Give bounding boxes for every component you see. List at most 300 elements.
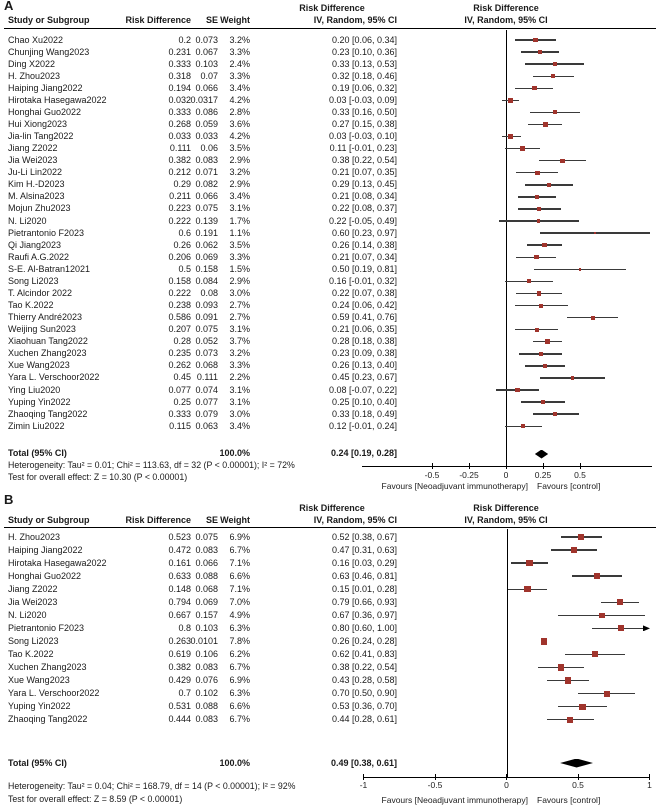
weight-value: 3.1% <box>229 397 250 407</box>
study-name: Zhaoqing Tang2022 <box>8 714 88 724</box>
study-name: Jiang Z2022 <box>8 143 58 153</box>
plot-header-method: IV, Random, 95% CI <box>464 15 548 25</box>
ci-text: 0.45 [0.23, 0.67] <box>331 372 397 382</box>
rd-value: 0.333 <box>168 107 191 117</box>
point-estimate-marker <box>599 613 604 618</box>
overall-effect-line: Test for overall effect: Z = 8.59 (P < 0.00001) <box>8 794 183 804</box>
rd-value: 0.8 <box>178 623 191 633</box>
weight-value: 3.2% <box>229 167 250 177</box>
rd-value: 0.033 <box>168 131 191 141</box>
ci-text: 0.15 [0.01, 0.28] <box>331 584 397 594</box>
ci-text: 0.24 [0.06, 0.42] <box>331 300 397 310</box>
weight-value: 7.1% <box>229 558 250 568</box>
weight-value: 2.4% <box>229 59 250 69</box>
point-estimate-marker <box>578 534 584 540</box>
ci-column-group-header: Risk Difference <box>299 503 365 513</box>
study-name: Ju-Li Lin2022 <box>8 167 63 177</box>
rd-value: 0.268 <box>168 119 191 129</box>
total-label: Total (95% CI) <box>8 448 67 458</box>
rd-value: 0.262 <box>168 360 191 370</box>
col-header-weight: Weight <box>220 15 250 25</box>
study-name: Raufi A.G.2022 <box>8 252 70 262</box>
total-ci-text: 0.24 [0.19, 0.28] <box>330 448 397 458</box>
se-value: 0.068 <box>195 584 218 594</box>
se-value: 0.088 <box>195 571 218 581</box>
rd-value: 0.333 <box>168 409 191 419</box>
weight-value: 3.2% <box>229 348 250 358</box>
ci-text: 0.12 [-0.01, 0.24] <box>328 421 397 431</box>
ci-text: 0.11 [-0.01, 0.23] <box>329 143 397 153</box>
rd-value: 0.077 <box>168 385 191 395</box>
study-name: Hirotaka Hasegawa2022 <box>8 558 107 568</box>
total-weight: 100.0% <box>219 758 250 768</box>
rd-value: 0.444 <box>168 714 191 724</box>
ci-text: 0.16 [-0.01, 0.32] <box>328 276 397 286</box>
point-estimate-marker <box>604 691 610 697</box>
ci-text: 0.60 [0.23, 0.97] <box>331 228 397 238</box>
se-value: 0.066 <box>195 558 218 568</box>
se-value: 0.103 <box>195 59 218 69</box>
study-name: Ying Liu2020 <box>8 385 61 395</box>
study-name: Haiping Jiang2022 <box>8 83 83 93</box>
study-name: Honghai Guo2022 <box>8 571 82 581</box>
rd-value: 0.231 <box>168 47 191 57</box>
se-value: 0.0317 <box>190 95 218 105</box>
axis-tick-label: 0 <box>503 470 509 480</box>
point-estimate-marker <box>618 625 624 631</box>
weight-value: 3.0% <box>229 409 250 419</box>
favours-left-label: Favours [Neoadjuvant immunotherapy] <box>381 481 528 491</box>
weight-value: 6.6% <box>229 701 250 711</box>
axis-tick-label: -1 <box>359 780 368 790</box>
study-name: Haiping Jiang2022 <box>8 545 83 555</box>
rd-value: 0.207 <box>168 324 191 334</box>
weight-value: 6.7% <box>229 545 250 555</box>
weight-value: 3.2% <box>229 35 250 45</box>
study-name: Jia Wei2023 <box>8 155 58 165</box>
ci-text: 0.44 [0.28, 0.61] <box>331 714 397 724</box>
se-value: 0.068 <box>195 360 218 370</box>
ci-text: 0.22 [0.08, 0.37] <box>331 203 397 213</box>
se-value: 0.069 <box>195 252 218 262</box>
se-value: 0.083 <box>195 662 218 672</box>
rd-value: 0.211 <box>169 191 191 201</box>
study-name: Yuping Yin2022 <box>8 701 71 711</box>
plot-header-method: IV, Random, 95% CI <box>464 515 548 525</box>
se-value: 0.052 <box>195 336 218 346</box>
study-name: Xue Wang2023 <box>8 360 70 370</box>
heterogeneity-line: Heterogeneity: Tau² = 0.04; Chi² = 168.79, df = 14 (P < 0.00001); I² = 92% <box>8 781 296 791</box>
col-header-weight: Weight <box>220 515 250 525</box>
study-name: M. Alsina2023 <box>8 191 65 201</box>
panel-label-a: A <box>4 0 14 13</box>
heterogeneity-line: Heterogeneity: Tau² = 0.01; Chi² = 113.63, df = 32 (P < 0.00001); I² = 72% <box>8 460 295 470</box>
point-estimate-marker <box>524 586 530 592</box>
ci-text: 0.38 [0.22, 0.54] <box>331 662 397 672</box>
se-value: 0.074 <box>195 385 218 395</box>
weight-value: 2.7% <box>229 300 250 310</box>
rd-value: 0.531 <box>168 701 191 711</box>
weight-value: 4.2% <box>229 95 250 105</box>
study-name: Yara L. Verschoor2022 <box>8 372 100 382</box>
rd-value: 0.2 <box>178 35 191 45</box>
point-estimate-marker <box>526 560 532 566</box>
axis-tick-label: 0.5 <box>574 470 586 480</box>
col-header-se: SE <box>205 515 218 525</box>
rd-value: 0.212 <box>168 167 191 177</box>
rd-value: 0.382 <box>168 662 191 672</box>
weight-value: 3.1% <box>229 385 250 395</box>
ci-text: 0.23 [0.10, 0.36] <box>331 47 397 57</box>
ci-text: 0.52 [0.38, 0.67] <box>331 532 397 542</box>
ci-text: 0.27 [0.15, 0.38] <box>331 119 397 129</box>
axis-tick-label: -0.5 <box>424 470 440 480</box>
study-name: Honghai Guo2022 <box>8 107 82 117</box>
weight-value: 3.1% <box>229 324 250 334</box>
study-name: Jiang Z2022 <box>8 584 58 594</box>
ci-text: 0.26 [0.24, 0.28] <box>331 636 397 646</box>
se-value: 0.111 <box>196 372 218 382</box>
total-ci-text: 0.49 [0.38, 0.61] <box>330 758 397 768</box>
ci-text: 0.33 [0.13, 0.53] <box>331 59 397 69</box>
weight-value: 3.4% <box>229 83 250 93</box>
rd-value: 0.263 <box>168 636 191 646</box>
point-estimate-marker <box>567 717 573 723</box>
study-name: H. Zhou2023 <box>8 532 61 542</box>
header-rule <box>4 527 656 528</box>
weight-value: 3.4% <box>229 191 250 201</box>
ci-text: 0.43 [0.28, 0.58] <box>331 675 397 685</box>
se-value: 0.067 <box>195 47 218 57</box>
study-name: Qi Jiang2023 <box>8 240 62 250</box>
se-value: 0.077 <box>195 397 218 407</box>
rd-value: 0.111 <box>169 143 191 153</box>
ci-text: 0.26 [0.14, 0.38] <box>331 240 397 250</box>
ci-text: 0.21 [0.08, 0.34] <box>331 191 397 201</box>
col-header-ci: IV, Random, 95% CI <box>313 515 397 525</box>
ci-text: 0.28 [0.18, 0.38] <box>331 336 397 346</box>
rd-value: 0.333 <box>168 59 191 69</box>
rd-value: 0.148 <box>168 584 191 594</box>
weight-value: 6.9% <box>229 532 250 542</box>
rd-value: 0.7 <box>178 688 191 698</box>
ci-text: 0.62 [0.41, 0.83] <box>331 649 397 659</box>
panel-label-b: B <box>4 492 14 507</box>
ci-text: 0.26 [0.13, 0.40] <box>331 360 397 370</box>
se-value: 0.091 <box>195 312 218 322</box>
total-weight: 100.0% <box>219 448 250 458</box>
ci-text: 0.03 [-0.03, 0.09] <box>328 95 397 105</box>
study-name: Hui Xiong2023 <box>8 119 68 129</box>
rd-value: 0.6 <box>178 228 191 238</box>
total-diamond <box>560 759 593 768</box>
ci-text: 0.70 [0.50, 0.90] <box>331 688 397 698</box>
study-name: Song Li2023 <box>8 276 59 286</box>
overall-effect-line: Test for overall effect: Z = 10.30 (P < 0.00001) <box>8 472 188 482</box>
weight-value: 2.8% <box>229 107 250 117</box>
weight-value: 1.7% <box>229 216 250 226</box>
col-header-se: SE <box>205 15 218 25</box>
study-name: H. Zhou2023 <box>8 71 61 81</box>
rd-value: 0.29 <box>173 179 191 189</box>
study-name: Kim H.-D2023 <box>8 179 65 189</box>
se-value: 0.06 <box>200 143 218 153</box>
axis-tick-label: 1 <box>647 780 652 790</box>
study-name: Xue Wang2023 <box>8 675 70 685</box>
se-value: 0.157 <box>195 610 218 620</box>
weight-value: 4.2% <box>229 131 250 141</box>
weight-value: 3.4% <box>229 421 250 431</box>
se-value: 0.082 <box>195 179 218 189</box>
study-name: Jia Wei2023 <box>8 597 58 607</box>
se-value: 0.083 <box>195 545 218 555</box>
rd-value: 0.382 <box>168 155 191 165</box>
zero-line <box>507 529 508 777</box>
study-name: Xuchen Zhang2023 <box>8 348 87 358</box>
weight-value: 3.7% <box>229 336 250 346</box>
se-value: 0.08 <box>200 288 218 298</box>
weight-value: 6.9% <box>229 675 250 685</box>
study-name: Pietrantonio F2023 <box>8 623 85 633</box>
point-estimate-marker <box>541 638 548 645</box>
study-name: Yuping Yin2022 <box>8 397 71 407</box>
weight-value: 6.7% <box>229 662 250 672</box>
point-estimate-marker <box>592 651 598 657</box>
ci-text: 0.80 [0.60, 1.00] <box>331 623 397 633</box>
se-value: 0.158 <box>195 264 218 274</box>
study-name: Zhaoqing Tang2022 <box>8 409 88 419</box>
rd-value: 0.429 <box>168 675 191 685</box>
study-name: Tao K.2022 <box>8 300 54 310</box>
se-value: 0.083 <box>195 714 218 724</box>
rd-value: 0.25 <box>173 397 191 407</box>
rd-value: 0.633 <box>168 571 191 581</box>
col-header-study: Study or Subgroup <box>8 515 90 525</box>
study-name: Jia-lin Tang2022 <box>8 131 74 141</box>
favours-left-label: Favours [Neoadjuvant immunotherapy] <box>381 795 528 805</box>
study-name: N. Li2020 <box>8 610 47 620</box>
se-value: 0.073 <box>195 35 218 45</box>
weight-value: 1.5% <box>229 264 250 274</box>
ci-text: 0.25 [0.10, 0.40] <box>331 397 397 407</box>
se-value: 0.086 <box>195 107 218 117</box>
rd-value: 0.158 <box>168 276 191 286</box>
rd-value: 0.238 <box>168 300 191 310</box>
rd-value: 0.5 <box>178 264 191 274</box>
point-estimate-marker <box>579 704 585 710</box>
rd-value: 0.161 <box>168 558 191 568</box>
weight-value: 4.9% <box>229 610 250 620</box>
weight-value: 2.9% <box>229 276 250 286</box>
weight-value: 3.5% <box>229 240 250 250</box>
weight-value: 2.9% <box>229 155 250 165</box>
axis-tick-label: -0.25 <box>459 470 479 480</box>
rd-value: 0.523 <box>168 532 191 542</box>
se-value: 0.075 <box>195 532 218 542</box>
se-value: 0.076 <box>195 675 218 685</box>
ci-text: 0.22 [0.07, 0.38] <box>331 288 397 298</box>
weight-value: 3.3% <box>229 252 250 262</box>
axis-tick-label: -0.5 <box>427 780 443 790</box>
se-value: 0.075 <box>195 203 218 213</box>
weight-value: 6.6% <box>229 571 250 581</box>
ci-text: 0.21 [0.07, 0.34] <box>331 252 397 262</box>
rd-value: 0.032 <box>168 95 191 105</box>
weight-value: 3.3% <box>229 47 250 57</box>
rd-value: 0.586 <box>168 312 191 322</box>
ci-text: 0.21 [0.06, 0.35] <box>331 324 397 334</box>
study-name: N. Li2020 <box>8 216 47 226</box>
se-value: 0.059 <box>195 119 218 129</box>
se-value: 0.083 <box>195 155 218 165</box>
study-name: Yara L. Verschoor2022 <box>8 688 100 698</box>
study-name: Chunjing Wang2023 <box>8 47 90 57</box>
weight-value: 3.0% <box>229 288 250 298</box>
se-value: 0.0101 <box>190 636 218 646</box>
se-value: 0.191 <box>195 228 218 238</box>
se-value: 0.07 <box>200 71 218 81</box>
study-name: S-E. Al-Batran12021 <box>8 264 91 274</box>
ci-text: 0.23 [0.09, 0.38] <box>331 348 397 358</box>
study-name: Song Li2023 <box>8 636 59 646</box>
ci-text: 0.67 [0.36, 0.97] <box>331 610 397 620</box>
rd-value: 0.222 <box>168 288 191 298</box>
axis-tick-label: 0.25 <box>534 470 552 480</box>
se-value: 0.066 <box>195 191 218 201</box>
se-value: 0.073 <box>195 348 218 358</box>
ci-text: 0.21 [0.07, 0.35] <box>331 167 397 177</box>
rd-value: 0.472 <box>168 545 191 555</box>
study-name: Hirotaka Hasegawa2022 <box>8 95 107 105</box>
weight-value: 3.6% <box>229 119 250 129</box>
favours-right-label: Favours [control] <box>537 481 601 491</box>
se-value: 0.069 <box>195 597 218 607</box>
col-header-rd: Risk Difference <box>125 515 191 525</box>
ci-text: 0.53 [0.36, 0.70] <box>331 701 397 711</box>
axis-tick-label: 0 <box>504 780 509 790</box>
ci-text: 0.22 [-0.05, 0.49] <box>328 216 397 226</box>
rd-value: 0.794 <box>168 597 191 607</box>
total-label: Total (95% CI) <box>8 758 67 768</box>
rd-value: 0.318 <box>168 71 191 81</box>
weight-value: 6.3% <box>229 623 250 633</box>
study-name: Zimin Liu2022 <box>8 421 65 431</box>
ci-text: 0.33 [0.16, 0.50] <box>331 107 397 117</box>
rd-value: 0.45 <box>173 372 191 382</box>
ci-text: 0.63 [0.46, 0.81] <box>331 571 397 581</box>
col-header-ci: IV, Random, 95% CI <box>313 15 397 25</box>
point-estimate-marker <box>594 573 600 579</box>
study-name: Thierry André2023 <box>8 312 83 322</box>
ci-text: 0.32 [0.18, 0.46] <box>331 71 397 81</box>
study-name: Xiaohuan Tang2022 <box>8 336 88 346</box>
study-name: Ding X2022 <box>8 59 56 69</box>
study-name: Xuchen Zhang2023 <box>8 662 87 672</box>
study-name: Tao K.2022 <box>8 649 54 659</box>
plot-group-header: Risk Difference <box>473 3 539 13</box>
ci-text: 0.29 [0.13, 0.45] <box>331 179 397 189</box>
weight-value: 1.1% <box>229 228 250 238</box>
study-name: Chao Xu2022 <box>8 35 64 45</box>
rd-value: 0.115 <box>169 421 191 431</box>
rd-value: 0.235 <box>168 348 191 358</box>
se-value: 0.066 <box>195 83 218 93</box>
ci-text: 0.59 [0.41, 0.76] <box>331 312 397 322</box>
weight-value: 7.8% <box>229 636 250 646</box>
se-value: 0.084 <box>195 276 218 286</box>
point-estimate-marker <box>565 677 571 683</box>
rd-value: 0.667 <box>168 610 191 620</box>
weight-value: 2.7% <box>229 312 250 322</box>
se-value: 0.075 <box>195 324 218 334</box>
weight-value: 3.5% <box>229 143 250 153</box>
study-name: T. Alcindor 2022 <box>8 288 73 298</box>
ci-text: 0.50 [0.19, 0.81] <box>331 264 397 274</box>
se-value: 0.033 <box>195 131 218 141</box>
se-value: 0.103 <box>195 623 218 633</box>
ci-text: 0.33 [0.18, 0.49] <box>331 409 397 419</box>
point-estimate-marker <box>558 664 564 670</box>
weight-value: 3.3% <box>229 71 250 81</box>
ci-text: 0.16 [0.03, 0.29] <box>331 558 397 568</box>
rd-value: 0.194 <box>168 83 191 93</box>
se-value: 0.071 <box>195 167 218 177</box>
col-header-rd: Risk Difference <box>125 15 191 25</box>
rd-value: 0.28 <box>173 336 191 346</box>
weight-value: 2.9% <box>229 179 250 189</box>
ci-arrow-right-icon <box>643 625 650 631</box>
ci-text: 0.47 [0.31, 0.63] <box>331 545 397 555</box>
weight-value: 6.3% <box>229 688 250 698</box>
se-value: 0.079 <box>195 409 218 419</box>
weight-value: 2.2% <box>229 372 250 382</box>
weight-value: 3.1% <box>229 203 250 213</box>
study-name: Weijing Sun2023 <box>8 324 76 334</box>
point-estimate-marker <box>571 547 577 553</box>
se-value: 0.093 <box>195 300 218 310</box>
favours-right-label: Favours [control] <box>537 795 601 805</box>
se-value: 0.088 <box>195 701 218 711</box>
ci-text: 0.79 [0.66, 0.93] <box>331 597 397 607</box>
weight-value: 6.2% <box>229 649 250 659</box>
se-value: 0.139 <box>195 216 218 226</box>
rd-value: 0.223 <box>168 203 191 213</box>
weight-value: 6.7% <box>229 714 250 724</box>
se-value: 0.102 <box>195 688 218 698</box>
point-estimate-marker <box>617 599 623 605</box>
se-value: 0.106 <box>195 649 218 659</box>
weight-value: 3.3% <box>229 360 250 370</box>
study-name: Pietrantonio F2023 <box>8 228 85 238</box>
rd-value: 0.222 <box>168 216 191 226</box>
ci-text: 0.08 [-0.07, 0.22] <box>328 385 397 395</box>
weight-value: 7.1% <box>229 584 250 594</box>
se-value: 0.062 <box>195 240 218 250</box>
col-header-study: Study or Subgroup <box>8 15 90 25</box>
ci-text: 0.03 [-0.03, 0.10] <box>328 131 397 141</box>
ci-text: 0.20 [0.06, 0.34] <box>331 35 397 45</box>
ci-text: 0.38 [0.22, 0.54] <box>331 155 397 165</box>
study-name: Mojun Zhu2023 <box>8 203 71 213</box>
axis-tick-label: 0.5 <box>572 780 584 790</box>
se-value: 0.063 <box>195 421 218 431</box>
ci-column-group-header: Risk Difference <box>299 3 365 13</box>
weight-value: 7.0% <box>229 597 250 607</box>
rd-value: 0.619 <box>168 649 191 659</box>
rd-value: 0.206 <box>168 252 191 262</box>
plot-group-header: Risk Difference <box>473 503 539 513</box>
rd-value: 0.26 <box>173 240 191 250</box>
